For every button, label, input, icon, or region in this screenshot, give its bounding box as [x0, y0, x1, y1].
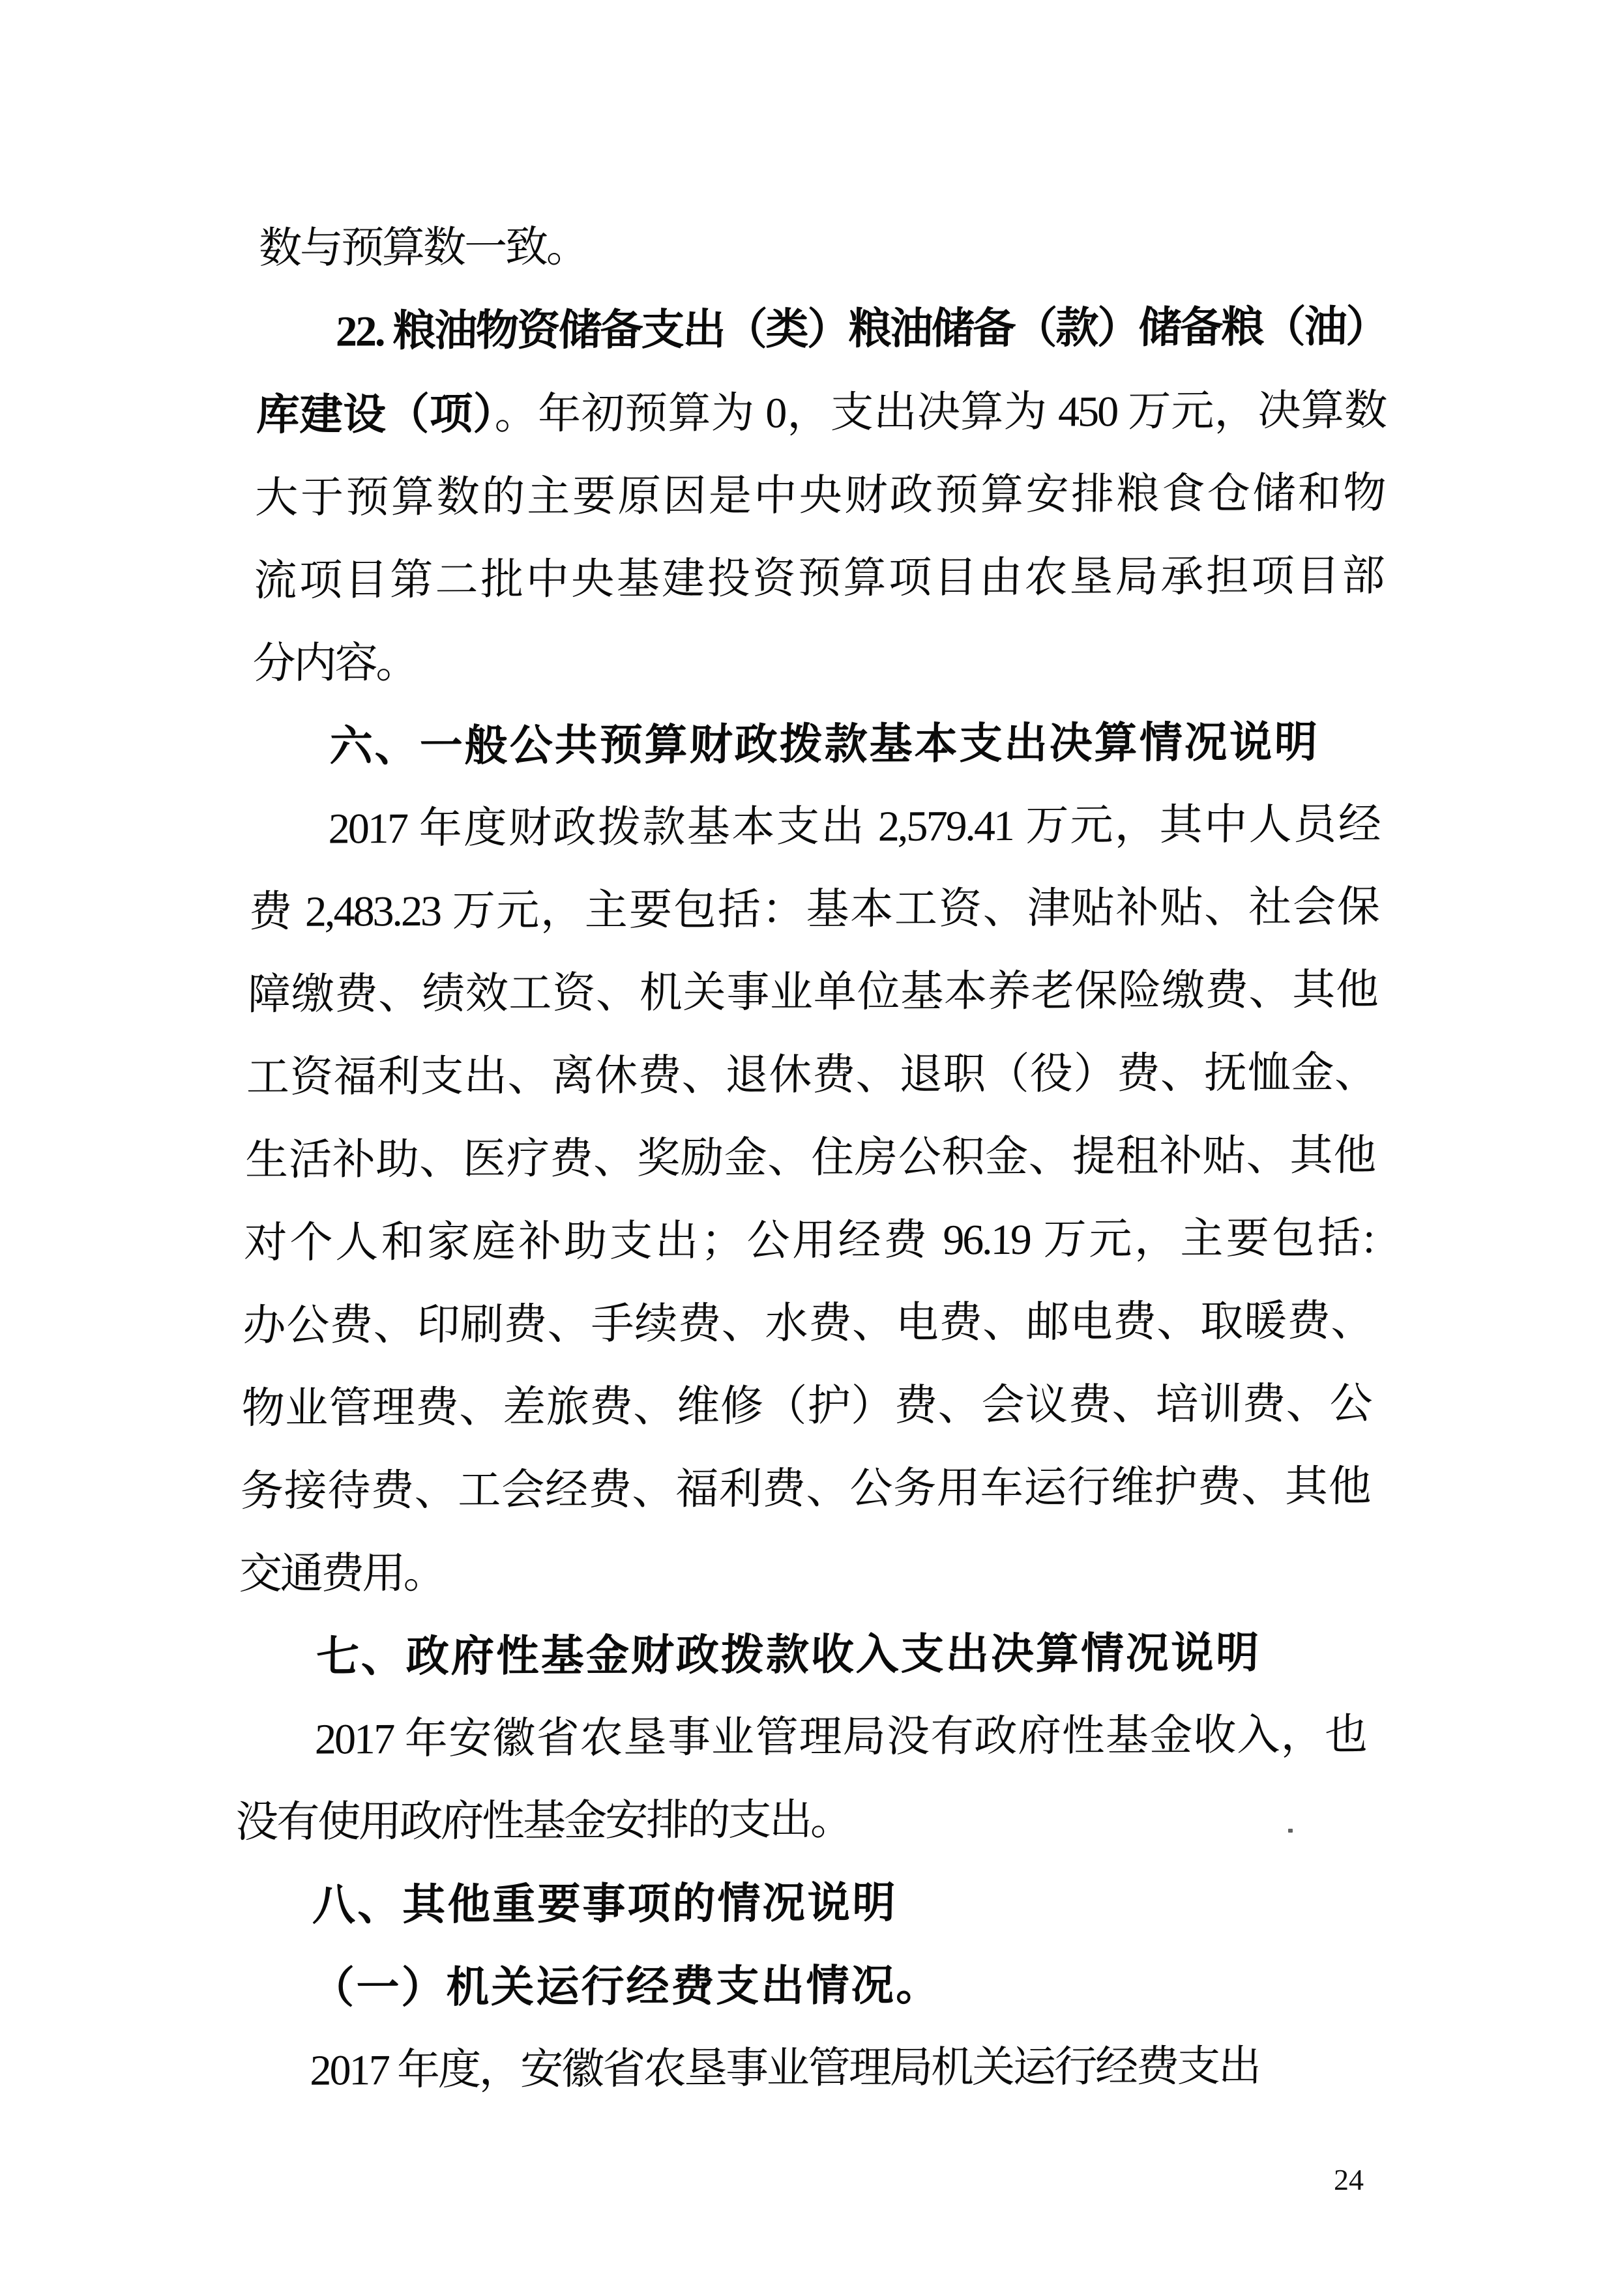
text-line — [246, 1032, 1376, 1120]
paragraph-start-line — [236, 1694, 1366, 1782]
text-run: 交通费用。 — [239, 1549, 445, 1599]
text-run: 2017 年安徽省农垦事业管理局没有政府性基金收入，也 — [314, 1711, 1366, 1764]
paragraph-end-line — [239, 1528, 1369, 1616]
section-heading-seven — [237, 1611, 1368, 1699]
item-title-run: 粮油物资储备支出（类）粮油储备（款）储备粮（油） — [392, 302, 1387, 355]
paragraph-end-line — [252, 617, 1383, 705]
text-line-continuation — [258, 202, 1389, 290]
text-line — [254, 534, 1384, 622]
text-line — [256, 368, 1386, 457]
text-line — [243, 1280, 1373, 1368]
text-run: 办公费、印刷费、手续费、水费、电费、邮电费、取暖费、 — [242, 1297, 1373, 1350]
paragraph-end-line — [235, 1777, 1365, 1865]
text-line — [244, 1114, 1375, 1202]
item-title-run: 库建设（项） — [256, 389, 495, 439]
text-run: 2017 年度财政拨款基本支出 2,579.41 万元，其中人员经 — [328, 800, 1380, 853]
subsection-heading-one — [233, 1942, 1363, 2030]
paragraph-start-line — [231, 2025, 1362, 2113]
text-line — [248, 866, 1379, 954]
document-body — [231, 202, 1389, 2112]
heading-text: 八、其他重要事项的情况说明 — [312, 1878, 898, 1929]
text-run: 工资福利支出、离休费、退休费、退职（役）费、抚恤金、 — [246, 1049, 1376, 1102]
text-line — [243, 1197, 1374, 1285]
text-run: 没有使用政府性基金安排的支出。 — [235, 1796, 852, 1847]
text-run: 数与预算数一致。 — [258, 223, 588, 273]
scan-speck-artifact — [1288, 1829, 1293, 1833]
text-run: 。年初预算为 0，支出决算为 450 万元，决算数 — [494, 386, 1386, 439]
text-line — [247, 949, 1377, 1037]
heading-text: 六、一般公共预算财政拨款基本支出决算情况说明 — [329, 717, 1320, 770]
text-run: 分内容。 — [252, 639, 418, 688]
page-number: 24 — [1334, 2163, 1364, 2196]
text-line — [241, 1363, 1372, 1451]
text-run: 物业管理费、差旅费、维修（护）费、会议费、培训费、公 — [241, 1380, 1372, 1433]
heading-text: （一）机关运行经费支出情况。 — [310, 1960, 942, 2012]
section-heading-eight — [233, 1859, 1364, 1947]
text-line — [240, 1446, 1370, 1533]
section-heading-six — [251, 700, 1381, 788]
text-line — [254, 452, 1385, 540]
text-run: 对个人和家庭补助支出；公用经费 96.19 万元，主要包括: — [243, 1214, 1374, 1268]
text-run: 费 2,483.23 万元，主要包括：基本工资、津贴补贴、社会保 — [248, 883, 1379, 937]
text-run: 大于预算数的主要原因是中央财政预算安排粮食仓储和物 — [254, 469, 1385, 523]
text-run: 生活补助、医疗费、奖励金、住房公积金、提租补贴、其他 — [244, 1131, 1375, 1185]
text-run: 流项目第二批中央基建投资预算项目由农垦局承担项目部 — [253, 552, 1384, 605]
item-22-heading-line — [257, 285, 1387, 373]
text-run: 2017 年度，安徽省农垦事业管理局机关运行经费支出 — [310, 2042, 1260, 2095]
text-run: 障缴费、绩效工资、机关事业单位基本养老保险缴费、其他 — [247, 966, 1377, 1019]
text-run: 务接待费、工会经费、福利费、公务用车运行维护费、其他 — [240, 1462, 1370, 1516]
paragraph-start-line — [250, 783, 1380, 871]
heading-text: 七、政府性基金财政拨款收入支出决算情况说明 — [316, 1628, 1261, 1681]
item-number: 22. — [335, 308, 394, 356]
